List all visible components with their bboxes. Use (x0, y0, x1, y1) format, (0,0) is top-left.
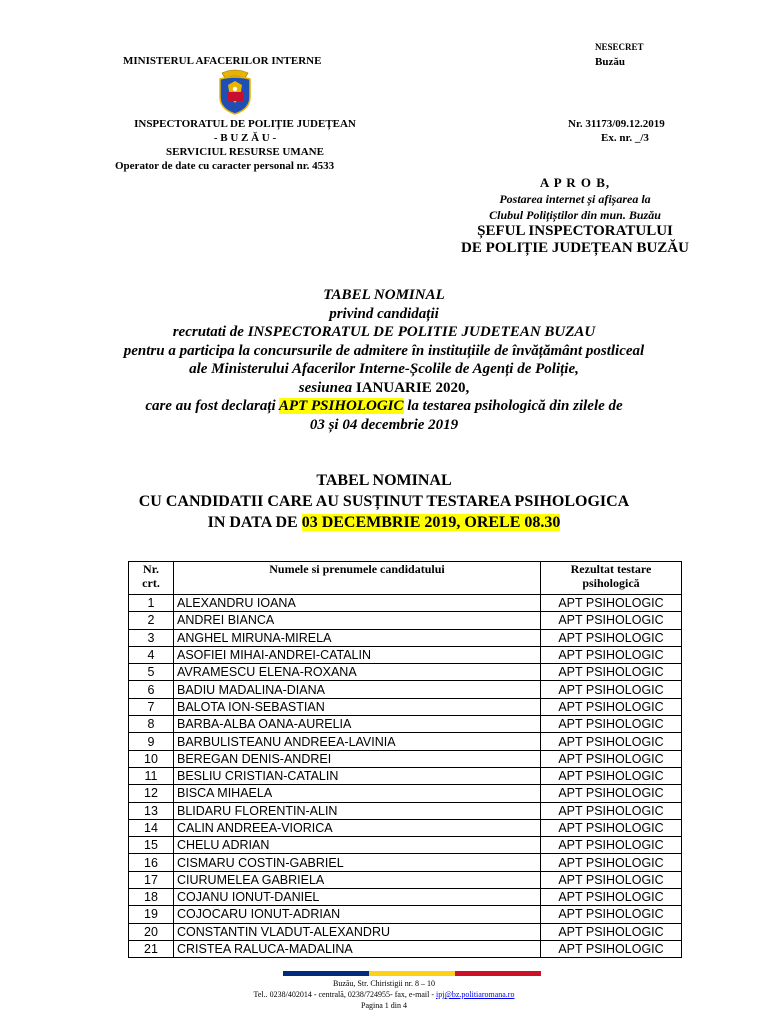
header-name: Numele si prenumele candidatului (174, 562, 541, 595)
table-row (129, 681, 682, 698)
row-name: CALIN ANDREEA-VIORICA (174, 819, 541, 836)
row-result: APT PSIHOLOGIC (541, 646, 682, 663)
header-nr (129, 562, 174, 595)
row-result: APT PSIHOLOGIC (541, 940, 682, 957)
table-row (129, 664, 682, 681)
row-result: APT PSIHOLOGIC (541, 837, 682, 854)
row-name: COJOCARU IONUT-ADRIAN (174, 906, 541, 923)
subtitle-line-3 (60, 512, 708, 533)
table-subtitle (60, 470, 708, 533)
row-name: CISMARU COSTIN-GABRIEL (174, 854, 541, 871)
row-result: APT PSIHOLOGIC (541, 767, 682, 784)
row-nr: 11 (129, 767, 174, 784)
row-name: BADIU MADALINA-DIANA (174, 681, 541, 698)
row-result: APT PSIHOLOGIC (541, 681, 682, 698)
row-name: CRISTEA RALUCA-MADALINA (174, 940, 541, 957)
table-row (129, 629, 682, 646)
table-row (129, 819, 682, 836)
row-nr: 18 (129, 889, 174, 906)
row-result: APT PSIHOLOGIC (541, 664, 682, 681)
inspectorate-city: - B U Z Ă U - (213, 132, 277, 144)
table-header-row (129, 562, 682, 595)
row-name: CONSTANTIN VLADUT-ALEXANDRU (174, 923, 541, 940)
row-nr: 4 (129, 646, 174, 663)
row-name: BARBULISTEANU ANDREEA-LAVINIA (174, 733, 541, 750)
row-name: ANDREI BIANCA (174, 612, 541, 629)
title-line-7 (60, 397, 708, 416)
row-nr: 21 (129, 940, 174, 957)
row-nr: 17 (129, 871, 174, 888)
row-nr: 6 (129, 681, 174, 698)
flag-yellow (369, 971, 455, 976)
row-result: APT PSIHOLOGIC (541, 871, 682, 888)
row-result: APT PSIHOLOGIC (541, 750, 682, 767)
footer-phone: Tel.. 0238/402014 - centrală, 0238/724955- fax, e-mail - (253, 990, 435, 999)
flag-stripe (283, 971, 541, 976)
footer (60, 978, 708, 1011)
copy-number: Ex. nr. _/3 (601, 132, 649, 144)
row-name: BLIDARU FLORENTIN-ALIN (174, 802, 541, 819)
row-nr: 5 (129, 664, 174, 681)
row-nr: 15 (129, 837, 174, 854)
row-nr: 3 (129, 629, 174, 646)
header-result-line-1: Rezultat testare (570, 562, 652, 576)
row-name: ALEXANDRU IOANA (174, 595, 541, 612)
inspectorate-block (105, 117, 385, 173)
footer-page: Pagina 1 din 4 (361, 1001, 407, 1010)
row-name: AVRAMESCU ELENA-ROXANA (174, 664, 541, 681)
title-line-3: recrutati de INSPECTORATUL DE POLITIE JUDETEAN BUZAU (172, 324, 596, 340)
approval-line-4: DE POLIȚIE JUDEȚEAN BUZĂU (461, 240, 689, 256)
header-result (541, 562, 682, 595)
row-result: APT PSIHOLOGIC (541, 923, 682, 940)
table-row (129, 871, 682, 888)
row-name: BALOTA ION-SEBASTIAN (174, 698, 541, 715)
table-row (129, 612, 682, 629)
table-row (129, 785, 682, 802)
row-name: BISCA MIHAELA (174, 785, 541, 802)
row-result: APT PSIHOLOGIC (541, 889, 682, 906)
row-name: BESLIU CRISTIAN-CATALIN (174, 767, 541, 784)
flag-red (455, 971, 541, 976)
data-operator-line: Operator de date cu caracter personal nr. 4533 (115, 160, 335, 172)
row-nr: 1 (129, 595, 174, 612)
row-nr: 14 (129, 819, 174, 836)
row-result: APT PSIHOLOGIC (541, 629, 682, 646)
title-line-8: 03 și 04 decembrie 2019 (309, 416, 459, 433)
session-value: IANUARIE 2020, (355, 379, 470, 396)
table-row (129, 837, 682, 854)
footer-address: Buzău, Str. Chiristigii nr. 8 – 10 (332, 979, 435, 988)
date-label: IN DATA DE (207, 514, 298, 531)
row-nr: 19 (129, 906, 174, 923)
header-nr-line-1: Nr. (143, 562, 159, 576)
row-result: APT PSIHOLOGIC (541, 595, 682, 612)
row-result: APT PSIHOLOGIC (541, 612, 682, 629)
registration-block (568, 117, 665, 145)
testing-label: la testarea psihologică din zilele de (407, 398, 623, 414)
row-name: CHELU ADRIAN (174, 837, 541, 854)
row-name: ASOFIEI MIHAI-ANDREI-CATALIN (174, 646, 541, 663)
approval-title: A P R O B, (539, 175, 611, 190)
row-name: CIURUMELEA GABRIELA (174, 871, 541, 888)
header-result-line-2: psihologică (582, 576, 640, 590)
service-name: SERVICIUL RESURSE UMANE (166, 146, 324, 158)
row-result: APT PSIHOLOGIC (541, 698, 682, 715)
table-row (129, 733, 682, 750)
table-row (129, 854, 682, 871)
coat-of-arms-icon (212, 67, 258, 115)
candidates-table (128, 561, 682, 958)
table-row (129, 698, 682, 715)
row-name: BARBA-ALBA OANA-AURELIA (174, 716, 541, 733)
table-row (129, 646, 682, 663)
approval-line-3: ȘEFUL INSPECTORATULUI (477, 223, 673, 239)
title-line-4: pentru a participa la concursurile de admitere în instituțiile de învățământ postliceal (123, 342, 645, 359)
table-row (129, 595, 682, 612)
row-nr: 10 (129, 750, 174, 767)
date-highlight: 03 DECEMBRIE 2019, ORELE 08.30 (301, 514, 561, 531)
inspectorate-name: INSPECTORATUL DE POLIȚIE JUDEȚEAN (134, 118, 356, 130)
row-result: APT PSIHOLOGIC (541, 854, 682, 871)
subtitle-line-1: TABEL NOMINAL (316, 472, 452, 489)
table-row (129, 802, 682, 819)
row-nr: 16 (129, 854, 174, 871)
title-line-5: ale Ministerului Afacerilor Interne-Școlile de Agenți de Poliție, (189, 361, 579, 377)
subtitle-line-2: CU CANDIDATII CARE AU SUSȚINUT TESTAREA PSIHOLOGICA (138, 493, 630, 510)
approval-line-1: Postarea internet și afișarea la (499, 192, 651, 206)
row-result: APT PSIHOLOGIC (541, 733, 682, 750)
row-name: COJANU IONUT-DANIEL (174, 889, 541, 906)
row-nr: 13 (129, 802, 174, 819)
classification-label: NESECRET (595, 42, 644, 52)
header-nr-line-2: crt. (142, 576, 160, 590)
row-nr: 2 (129, 612, 174, 629)
row-result: APT PSIHOLOGIC (541, 802, 682, 819)
table-row (129, 923, 682, 940)
footer-email-link[interactable]: ipj@bz.politiaromana.ro (436, 990, 515, 999)
table-row (129, 889, 682, 906)
table-row (129, 750, 682, 767)
row-nr: 8 (129, 716, 174, 733)
ministry-name: MINISTERUL AFACERILOR INTERNE (123, 55, 322, 67)
footer-contact (60, 989, 708, 1000)
row-result: APT PSIHOLOGIC (541, 906, 682, 923)
flag-blue (283, 971, 369, 976)
row-name: ANGHEL MIRUNA-MIRELA (174, 629, 541, 646)
session-label: sesiunea (298, 379, 353, 396)
row-nr: 12 (129, 785, 174, 802)
apt-highlight: APT PSIHOLOGIC (278, 398, 404, 414)
row-result: APT PSIHOLOGIC (541, 785, 682, 802)
table-row (129, 767, 682, 784)
row-nr: 7 (129, 698, 174, 715)
city-label: Buzău (595, 56, 625, 68)
approval-block (420, 174, 730, 257)
table-row (129, 716, 682, 733)
row-nr: 20 (129, 923, 174, 940)
row-result: APT PSIHOLOGIC (541, 819, 682, 836)
row-nr: 9 (129, 733, 174, 750)
table-row (129, 906, 682, 923)
title-line-6 (60, 379, 708, 398)
table-row (129, 940, 682, 957)
document-title (60, 286, 708, 434)
approval-line-2: Clubul Polițiștilor din mun. Buzău (489, 208, 661, 222)
registration-number: Nr. 31173/09.12.2019 (568, 118, 665, 130)
title-line-2: privind candidații (329, 305, 439, 322)
title-line-1: TABEL NOMINAL (323, 287, 445, 303)
row-result: APT PSIHOLOGIC (541, 716, 682, 733)
row-name: BEREGAN DENIS-ANDREI (174, 750, 541, 767)
declared-label: care au fost declarați (145, 398, 276, 414)
